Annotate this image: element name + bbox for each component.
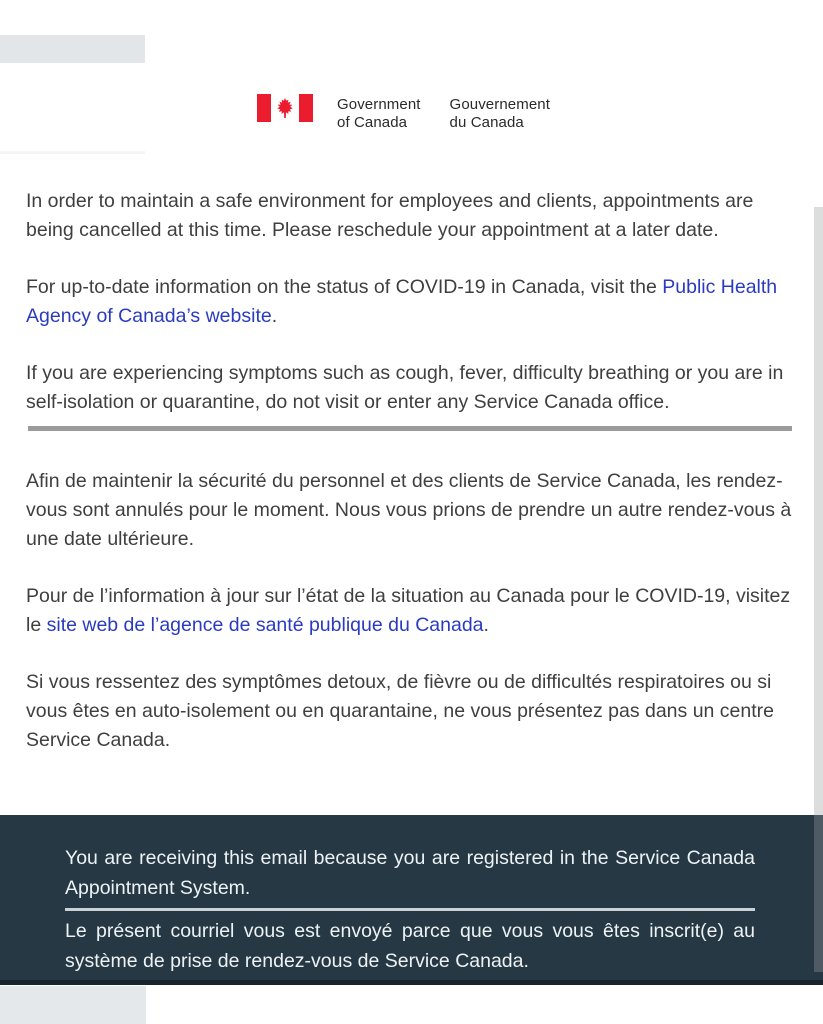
wordmark-french	[450, 96, 550, 132]
footer-text-english: You are receiving this email because you are registered in the Service Canada Appointment System.	[65, 847, 755, 899]
english-paragraph-symptoms: If you are experiencing symptoms such as cough, fever, difficulty breathing or you are in self-isolation or quarantine, do not visit or enter any Service Canada office.	[26, 362, 784, 413]
language-section-divider	[28, 426, 792, 431]
government-of-canada-signature	[257, 94, 550, 132]
wordmark-english	[337, 96, 421, 132]
wordmark-en-line1: Government	[337, 96, 421, 113]
scrollbar-thumb[interactable]	[814, 207, 823, 815]
wordmark-fr-line2: du Canada	[449, 114, 524, 131]
french-paragraph-symptoms: Si vous ressentez des symptômes detoux, de fièvre ou de difficultés respiratoires ou si vous êtes en auto-isolement ou en quarantaine, ne vous présentez pas dans un centre Service Canada.	[26, 671, 774, 751]
wordmark-fr-line1: Gouvernement	[449, 96, 550, 113]
footer-divider	[65, 908, 755, 911]
top-left-decor-bar	[0, 35, 145, 63]
french-covid-info-text: Pour de l’information à jour sur l’état de la situation au Canada pour le COVID-19, visitez le	[26, 585, 791, 636]
bottom-left-decor-block	[0, 986, 146, 1024]
top-left-faint-bar	[0, 151, 145, 154]
english-covid-info-text: For up-to-date information on the status of COVID-19 in Canada, visit the	[26, 276, 663, 298]
email-footer	[0, 815, 823, 985]
footer-text-french: Le présent courriel vous est envoyé parce que vous vous êtes inscrit(e) au système de prise de rendez-vous de Service Canada.	[65, 920, 755, 972]
french-covid-info-period: .	[483, 614, 489, 636]
english-paragraph-appointments: In order to maintain a safe environment for employees and clients, appointments are being cancelled at this time. Please reschedule your appointment at a later date.	[26, 190, 754, 241]
french-paragraph-appointments: Afin de maintenir la sécurité du personnel et des clients de Service Canada, les rendez-vous sont annulés pour le moment. Nous vous prions de prendre un autre rendez-vous à une date ultérieure.	[26, 470, 792, 550]
phac-website-link-fr[interactable]: site web de l’agence de santé publique du Canada	[46, 614, 484, 636]
english-paragraph-covid-info	[26, 273, 793, 331]
wordmark-en-line2: of Canada	[337, 114, 408, 131]
scrollbar-thumb-footer-segment[interactable]	[814, 815, 823, 972]
english-covid-info-period: .	[271, 305, 278, 327]
phac-website-link-en[interactable]: Public Health Agency of Canada’s website	[26, 276, 778, 327]
french-paragraph-covid-info	[26, 582, 793, 640]
email-body	[26, 187, 793, 783]
canada-flag-icon	[257, 94, 313, 122]
